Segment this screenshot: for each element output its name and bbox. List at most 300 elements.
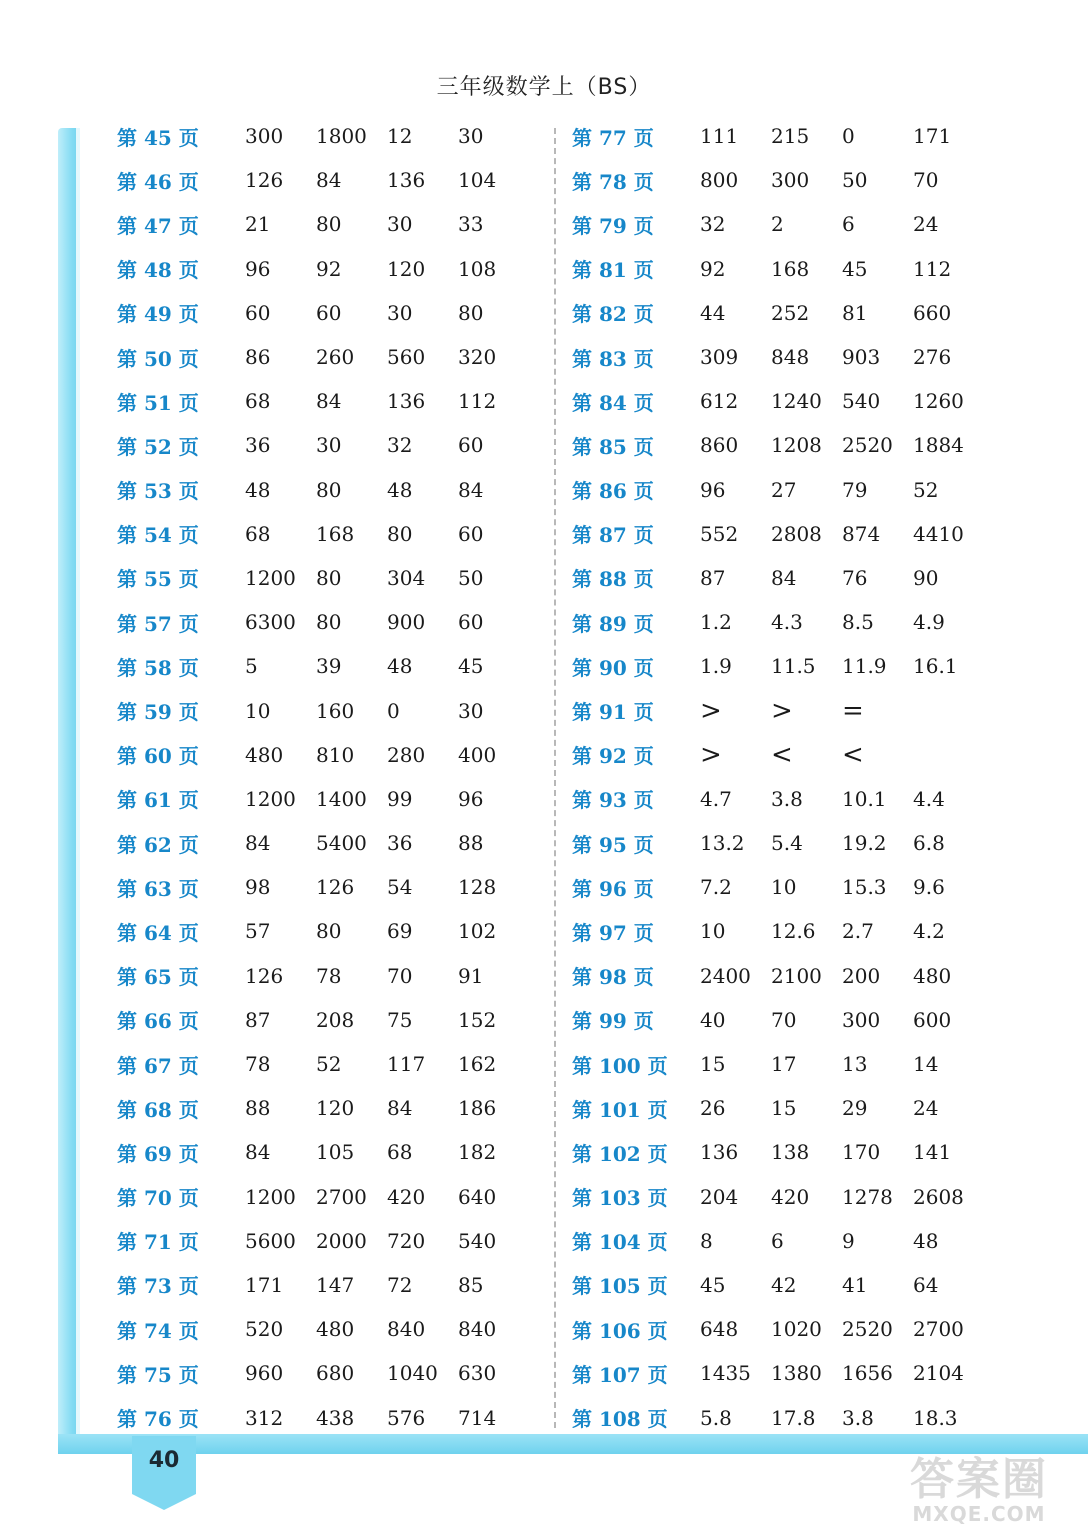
answer-value: 874 xyxy=(842,521,881,546)
answer-value: 40 xyxy=(700,1007,726,1032)
answer-row xyxy=(572,1130,973,1174)
answer-row xyxy=(117,512,518,556)
answer-value: 90 xyxy=(913,565,939,590)
answer-value: 2104 xyxy=(913,1361,964,1386)
answer-row xyxy=(572,865,973,909)
page-label: 第 93 页 xyxy=(572,788,654,813)
answer-value: 300 xyxy=(771,168,810,193)
page-label: 第 88 页 xyxy=(572,567,654,592)
answer-row xyxy=(572,821,973,865)
answer-value: 81 xyxy=(842,300,868,325)
answer-value: 2000 xyxy=(316,1228,367,1253)
answer-value: 70 xyxy=(771,1007,797,1032)
answer-row xyxy=(572,512,973,556)
answer-value: < xyxy=(771,739,793,770)
page-label: 第 70 页 xyxy=(117,1186,199,1211)
answer-row xyxy=(117,468,518,512)
answer-value: 2520 xyxy=(842,433,893,458)
answer-value: 86 xyxy=(245,345,271,370)
answer-value: = xyxy=(842,695,864,726)
page-label: 第 87 页 xyxy=(572,523,654,548)
answer-value: 36 xyxy=(245,433,271,458)
answer-value: 4.7 xyxy=(700,786,732,811)
answer-value: 42 xyxy=(771,1272,797,1297)
answer-value: 160 xyxy=(316,698,355,723)
answer-value: 2100 xyxy=(771,963,822,988)
answer-value: 660 xyxy=(913,300,952,325)
page-label: 第 66 页 xyxy=(117,1009,199,1034)
answer-value: 79 xyxy=(842,477,868,502)
answer-value: > xyxy=(771,695,793,726)
answer-value: 6300 xyxy=(245,610,296,635)
answer-value: 60 xyxy=(458,433,484,458)
answer-value: 70 xyxy=(913,168,939,193)
answer-value: 96 xyxy=(458,786,484,811)
answer-value: 48 xyxy=(387,654,413,679)
answer-row xyxy=(117,1351,518,1395)
answer-row xyxy=(117,556,518,600)
answer-row xyxy=(117,600,518,644)
answer-value: 714 xyxy=(458,1405,497,1430)
answer-value: 6 xyxy=(842,212,855,237)
answer-value: 72 xyxy=(387,1272,413,1297)
answer-value: 810 xyxy=(316,742,355,767)
answer-row xyxy=(572,733,973,777)
page-label: 第 91 页 xyxy=(572,700,654,725)
answer-value: 1656 xyxy=(842,1361,893,1386)
answer-value: 1208 xyxy=(771,433,822,458)
answer-row xyxy=(572,202,973,246)
page-label: 第 52 页 xyxy=(117,434,199,459)
page-label: 第 62 页 xyxy=(117,832,199,857)
answer-value: 112 xyxy=(913,256,952,281)
answer-value: 300 xyxy=(842,1007,881,1032)
page-label: 第 51 页 xyxy=(117,390,199,415)
page-label: 第 45 页 xyxy=(117,125,199,150)
answer-value: 48 xyxy=(245,477,271,502)
answer-row xyxy=(117,335,518,379)
answer-value: 1400 xyxy=(316,786,367,811)
answer-value: 80 xyxy=(316,212,342,237)
answer-value: 48 xyxy=(913,1228,939,1253)
answer-value: 400 xyxy=(458,742,497,767)
answer-value: 171 xyxy=(245,1272,284,1297)
answer-value: 92 xyxy=(316,256,342,281)
answer-value: 52 xyxy=(316,1052,342,1077)
answer-value: 15.3 xyxy=(842,875,887,900)
answer-row xyxy=(572,1395,973,1439)
answer-value: 78 xyxy=(316,963,342,988)
answer-value: 5.8 xyxy=(700,1405,732,1430)
answer-value: 45 xyxy=(458,654,484,679)
answer-value: 60 xyxy=(316,300,342,325)
answer-value: 84 xyxy=(245,1140,271,1165)
answer-value: 50 xyxy=(458,565,484,590)
page-label: 第 74 页 xyxy=(117,1318,199,1343)
page-label: 第 102 页 xyxy=(572,1141,668,1166)
answer-value: 78 xyxy=(245,1052,271,1077)
answer-value: 648 xyxy=(700,1317,739,1342)
answer-value: 182 xyxy=(458,1140,497,1165)
answer-value: 52 xyxy=(913,477,939,502)
page-label: 第 53 页 xyxy=(117,479,199,504)
page-label: 第 73 页 xyxy=(117,1274,199,1299)
answer-value: 80 xyxy=(316,919,342,944)
answer-value: 12.6 xyxy=(771,919,816,944)
answer-value: 69 xyxy=(387,919,413,944)
answer-row xyxy=(572,909,973,953)
page-label: 第 100 页 xyxy=(572,1053,668,1078)
answer-value: 520 xyxy=(245,1317,284,1342)
answer-value: 84 xyxy=(245,831,271,856)
answer-value: 4.9 xyxy=(913,610,945,635)
answer-value: 208 xyxy=(316,1007,355,1032)
answer-value: 215 xyxy=(771,124,810,149)
answer-value: 68 xyxy=(245,521,271,546)
answer-value: 80 xyxy=(316,610,342,635)
answer-value: 84 xyxy=(316,168,342,193)
answer-value: 300 xyxy=(245,124,284,149)
answer-value: 1200 xyxy=(245,565,296,590)
page-title: 三年级数学上（BS） xyxy=(436,75,652,100)
answer-value: 1200 xyxy=(245,786,296,811)
answer-value: 9 xyxy=(842,1228,855,1253)
answer-row xyxy=(572,777,973,821)
watermark-text: 答案圈 xyxy=(910,1454,1048,1505)
answer-value: 5400 xyxy=(316,831,367,856)
answer-value: 848 xyxy=(771,345,810,370)
answer-value: 4.2 xyxy=(913,919,945,944)
answer-value: 80 xyxy=(458,300,484,325)
page-label: 第 75 页 xyxy=(117,1362,199,1387)
page-label: 第 63 页 xyxy=(117,876,199,901)
answer-value: 33 xyxy=(458,212,484,237)
page-label: 第 50 页 xyxy=(117,346,199,371)
answer-row xyxy=(117,291,518,335)
answer-value: 1260 xyxy=(913,389,964,414)
answer-value: 111 xyxy=(700,124,739,149)
answer-value: 6 xyxy=(771,1228,784,1253)
answer-row xyxy=(572,954,973,998)
answer-value: 15 xyxy=(700,1052,726,1077)
answer-value: 0 xyxy=(387,698,400,723)
answer-value: 84 xyxy=(771,565,797,590)
page-label: 第 68 页 xyxy=(117,1097,199,1122)
answer-value: 168 xyxy=(771,256,810,281)
answer-value: 200 xyxy=(842,963,881,988)
answer-value: 60 xyxy=(458,521,484,546)
answer-value: 141 xyxy=(913,1140,952,1165)
answer-value: 84 xyxy=(458,477,484,502)
answer-value: 960 xyxy=(245,1361,284,1386)
answer-value: < xyxy=(842,739,864,770)
answer-value: 96 xyxy=(245,256,271,281)
answer-value: 860 xyxy=(700,433,739,458)
answer-row xyxy=(117,1086,518,1130)
answer-value: 480 xyxy=(316,1317,355,1342)
answer-value: 903 xyxy=(842,345,881,370)
answer-value: 2700 xyxy=(913,1317,964,1342)
answer-value: 138 xyxy=(771,1140,810,1165)
page-label: 第 95 页 xyxy=(572,832,654,857)
answer-value: 13 xyxy=(842,1052,868,1077)
answer-row xyxy=(117,114,518,158)
answer-value: 70 xyxy=(387,963,413,988)
answer-value: 1800 xyxy=(316,124,367,149)
answer-value: 420 xyxy=(387,1184,426,1209)
answer-value: 630 xyxy=(458,1361,497,1386)
answer-value: 88 xyxy=(458,831,484,856)
page-label: 第 46 页 xyxy=(117,169,199,194)
page-label: 第 104 页 xyxy=(572,1230,668,1255)
answer-row xyxy=(572,1351,973,1395)
answer-value: 304 xyxy=(387,565,426,590)
page-label: 第 60 页 xyxy=(117,744,199,769)
answer-value: 309 xyxy=(700,345,739,370)
answer-row xyxy=(117,423,518,467)
answer-value: 68 xyxy=(245,389,271,414)
answer-column-left xyxy=(117,114,518,1440)
answer-value: 30 xyxy=(316,433,342,458)
answer-value: 0 xyxy=(842,124,855,149)
answer-value: 30 xyxy=(387,300,413,325)
answer-value: 1380 xyxy=(771,1361,822,1386)
answer-value: 7.2 xyxy=(700,875,732,900)
answer-value: 126 xyxy=(316,875,355,900)
answer-value: 204 xyxy=(700,1184,739,1209)
answer-value: 480 xyxy=(245,742,284,767)
answer-value: 12 xyxy=(387,124,413,149)
page-label: 第 64 页 xyxy=(117,920,199,945)
answer-value: 147 xyxy=(316,1272,355,1297)
answer-value: 24 xyxy=(913,1096,939,1121)
answer-row xyxy=(572,379,973,423)
answer-value: 576 xyxy=(387,1405,426,1430)
answer-value: 10 xyxy=(245,698,271,723)
answer-value: 1.9 xyxy=(700,654,732,679)
page-label: 第 71 页 xyxy=(117,1230,199,1255)
page-label: 第 86 页 xyxy=(572,479,654,504)
answer-value: 2 xyxy=(771,212,784,237)
answer-value: 108 xyxy=(458,256,497,281)
answer-row xyxy=(117,688,518,732)
answer-value: 10.1 xyxy=(842,786,887,811)
answer-value: 30 xyxy=(387,212,413,237)
answer-value: 80 xyxy=(387,521,413,546)
answer-value: 312 xyxy=(245,1405,284,1430)
page-label: 第 99 页 xyxy=(572,1009,654,1034)
page-label: 第 108 页 xyxy=(572,1407,668,1432)
answer-value: 48 xyxy=(387,477,413,502)
answer-value: 30 xyxy=(458,124,484,149)
answer-value: 10 xyxy=(771,875,797,900)
page-label: 第 55 页 xyxy=(117,567,199,592)
answer-value: 170 xyxy=(842,1140,881,1165)
answer-value: 64 xyxy=(913,1272,939,1297)
answer-value: 2520 xyxy=(842,1317,893,1342)
answer-value: 120 xyxy=(387,256,426,281)
page-label: 第 57 页 xyxy=(117,611,199,636)
answer-value: 80 xyxy=(316,477,342,502)
answer-row xyxy=(572,1175,973,1219)
answer-value: 252 xyxy=(771,300,810,325)
answer-row xyxy=(572,158,973,202)
answer-value: 1278 xyxy=(842,1184,893,1209)
page-label: 第 83 页 xyxy=(572,346,654,371)
answer-value: 480 xyxy=(913,963,952,988)
answer-value: 171 xyxy=(913,124,952,149)
answer-row xyxy=(117,954,518,998)
answer-value: 26 xyxy=(700,1096,726,1121)
answer-value: 5600 xyxy=(245,1228,296,1253)
answer-value: 17.8 xyxy=(771,1405,816,1430)
answer-value: 5.4 xyxy=(771,831,803,856)
answer-row xyxy=(572,688,973,732)
answer-value: 21 xyxy=(245,212,271,237)
answer-value: 560 xyxy=(387,345,426,370)
page-number: 40 xyxy=(148,1448,180,1473)
answer-row xyxy=(572,1307,973,1351)
answer-value: 1020 xyxy=(771,1317,822,1342)
page-label: 第 79 页 xyxy=(572,213,654,238)
page-label: 第 69 页 xyxy=(117,1141,199,1166)
answer-row xyxy=(572,468,973,512)
page-label: 第 85 页 xyxy=(572,434,654,459)
page-label: 第 105 页 xyxy=(572,1274,668,1299)
answer-value: 438 xyxy=(316,1405,355,1430)
page-label: 第 59 页 xyxy=(117,700,199,725)
answer-value: 1435 xyxy=(700,1361,751,1386)
answer-value: 32 xyxy=(387,433,413,458)
answer-value: 24 xyxy=(913,212,939,237)
answer-value: 168 xyxy=(316,521,355,546)
answer-row xyxy=(572,1042,973,1086)
answer-value: 900 xyxy=(387,610,426,635)
answer-row xyxy=(117,777,518,821)
answer-value: 186 xyxy=(458,1096,497,1121)
answer-value: 39 xyxy=(316,654,342,679)
answer-value: 1040 xyxy=(387,1361,438,1386)
page-label: 第 65 页 xyxy=(117,965,199,990)
answer-value: 105 xyxy=(316,1140,355,1165)
answer-value: 2.7 xyxy=(842,919,874,944)
answer-value: 19.2 xyxy=(842,831,887,856)
answer-value: 280 xyxy=(387,742,426,767)
answer-value: 29 xyxy=(842,1096,868,1121)
answer-value: 152 xyxy=(458,1007,497,1032)
answer-value: 4.4 xyxy=(913,786,945,811)
side-decorative-bar xyxy=(58,128,80,1438)
answer-row xyxy=(117,821,518,865)
answer-value: 126 xyxy=(245,963,284,988)
answer-value: 800 xyxy=(700,168,739,193)
answer-value: 17 xyxy=(771,1052,797,1077)
page-label: 第 54 页 xyxy=(117,523,199,548)
answer-value: 27 xyxy=(771,477,797,502)
page-label: 第 103 页 xyxy=(572,1186,668,1211)
page-label: 第 101 页 xyxy=(572,1097,668,1122)
answer-row xyxy=(117,379,518,423)
answer-value: 50 xyxy=(842,168,868,193)
answer-value: 2700 xyxy=(316,1184,367,1209)
answer-value: 92 xyxy=(700,256,726,281)
answer-value: 96 xyxy=(700,477,726,502)
answer-row xyxy=(572,998,973,1042)
answer-value: 136 xyxy=(387,168,426,193)
answer-row xyxy=(117,1395,518,1439)
page-label: 第 89 页 xyxy=(572,611,654,636)
answer-value: 3.8 xyxy=(842,1405,874,1430)
answer-value: 4410 xyxy=(913,521,964,546)
answer-value: 75 xyxy=(387,1007,413,1032)
page-label: 第 84 页 xyxy=(572,390,654,415)
answer-value: 320 xyxy=(458,345,497,370)
answer-row xyxy=(572,600,973,644)
answer-value: 85 xyxy=(458,1272,484,1297)
answer-value: 1200 xyxy=(245,1184,296,1209)
answer-value: 11.5 xyxy=(771,654,816,679)
answer-value: 840 xyxy=(458,1317,497,1342)
answer-value: 57 xyxy=(245,919,271,944)
answer-value: 87 xyxy=(700,565,726,590)
answer-value: 162 xyxy=(458,1052,497,1077)
answer-value: 15 xyxy=(771,1096,797,1121)
answer-row xyxy=(572,114,973,158)
answer-value: 91 xyxy=(458,963,484,988)
page-label: 第 47 页 xyxy=(117,213,199,238)
answer-value: 540 xyxy=(458,1228,497,1253)
page-label: 第 82 页 xyxy=(572,302,654,327)
answer-row xyxy=(117,1042,518,1086)
page-label: 第 90 页 xyxy=(572,655,654,680)
answer-value: 87 xyxy=(245,1007,271,1032)
answer-row xyxy=(117,202,518,246)
answer-value: 136 xyxy=(387,389,426,414)
answer-row xyxy=(117,158,518,202)
page-label: 第 92 页 xyxy=(572,744,654,769)
answer-value: 99 xyxy=(387,786,413,811)
answer-row xyxy=(117,1219,518,1263)
answer-row xyxy=(117,1175,518,1219)
page-label: 第 81 页 xyxy=(572,258,654,283)
answer-row xyxy=(572,556,973,600)
answer-value: 128 xyxy=(458,875,497,900)
answer-value: 112 xyxy=(458,389,497,414)
watermark xyxy=(884,1454,1074,1528)
answer-value: 11.9 xyxy=(842,654,887,679)
answer-value: > xyxy=(700,739,722,770)
answer-value: 117 xyxy=(387,1052,426,1077)
answer-value: 136 xyxy=(700,1140,739,1165)
answer-value: 1.2 xyxy=(700,610,732,635)
answer-value: > xyxy=(700,695,722,726)
answer-value: 76 xyxy=(842,565,868,590)
answer-value: 840 xyxy=(387,1317,426,1342)
page-label: 第 48 页 xyxy=(117,258,199,283)
answer-row xyxy=(572,644,973,688)
answer-row xyxy=(117,644,518,688)
answer-value: 420 xyxy=(771,1184,810,1209)
page-label: 第 106 页 xyxy=(572,1318,668,1343)
answer-value: 98 xyxy=(245,875,271,900)
answer-value: 276 xyxy=(913,345,952,370)
answer-row xyxy=(117,909,518,953)
answer-row xyxy=(117,247,518,291)
answer-value: 14 xyxy=(913,1052,939,1077)
page-label: 第 78 页 xyxy=(572,169,654,194)
answer-value: 102 xyxy=(458,919,497,944)
answer-value: 260 xyxy=(316,345,355,370)
